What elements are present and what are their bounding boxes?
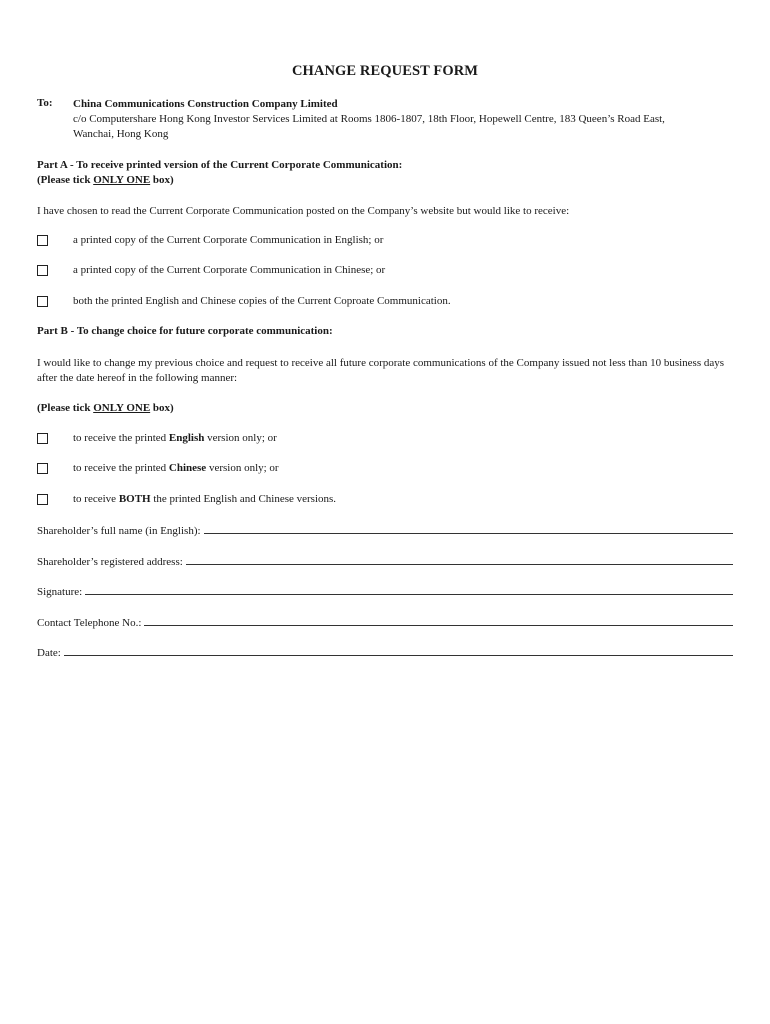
date-field[interactable] [37,643,733,659]
form-title: CHANGE REQUEST FORM [291,63,479,79]
write-in-line[interactable] [186,564,733,565]
recipient-block [73,97,665,142]
recipient-company: China Communications Construction Company Limited [73,98,338,110]
checkbox[interactable] [37,235,48,246]
part-b-tick-instruction [37,402,174,414]
checkbox[interactable] [37,296,48,307]
tick-prefix: (Please tick [37,402,94,414]
write-in-line[interactable] [204,533,733,534]
option-label: both the printed English and Chinese copies of the Current Coproate Communication. [73,295,451,307]
option-emphasis: BOTH [118,493,151,505]
option-text: the printed English and Chinese versions. [150,493,337,505]
option-label: a printed copy of the Current Corporate Communication in Chinese; or [73,264,386,276]
to-label: To: [37,97,53,109]
part-b-intro: I would like to change my previous choice and request to receive all future corporate communications of the Company issued not less than 10 business days after the date hereof in the following manner: [37,357,725,384]
option-label [73,493,336,505]
shareholder-address-field[interactable] [37,552,733,568]
field-label: Shareholder’s registered address: [37,556,183,568]
part-a-tick-instruction [37,173,402,188]
write-in-line[interactable] [85,594,733,595]
signature-field[interactable] [37,582,733,598]
shareholder-name-field[interactable] [37,521,733,537]
checkbox[interactable] [37,433,48,444]
option-label [73,432,277,444]
option-text: to receive the printed [73,462,169,474]
recipient-address-line1: c/o Computershare Hong Kong Investor Services Limited at Rooms 1806-1807, 18th Floor, Hopewell Centre, 183 Queen’s Road East, [73,113,665,125]
option-text: version only; or [204,432,277,444]
tick-suffix: box) [150,174,174,186]
option-label [73,462,279,474]
part-a-intro: I have chosen to read the Current Corporate Communication posted on the Company’s website but would like to receive: [37,205,570,217]
option-text: version only; or [206,462,279,474]
write-in-line[interactable] [144,625,733,626]
part-a-title: Part A - To receive printed version of the Current Corporate Communication: [37,159,403,171]
option-emphasis: English [168,432,205,444]
field-label: Shareholder’s full name (in English): [37,525,201,537]
tick-prefix: (Please tick [37,174,94,186]
recipient-address-line2: Wanchai, Hong Kong [73,128,169,140]
option-text: to receive [73,493,119,505]
tick-emphasis: ONLY ONE [93,402,151,414]
part-a-heading [37,158,402,188]
option-text: to receive the printed [73,432,169,444]
field-label: Contact Telephone No.: [37,617,142,629]
option-emphasis: Chinese [168,462,207,474]
tick-emphasis: ONLY ONE [93,174,151,186]
checkbox[interactable] [37,265,48,276]
part-b-title: Part B - To change choice for future corporate communication: [37,325,333,337]
checkbox[interactable] [37,463,48,474]
field-label: Date: [37,647,61,659]
field-label: Signature: [37,586,83,598]
option-label: a printed copy of the Current Corporate Communication in English; or [73,234,384,246]
telephone-field[interactable] [37,613,733,629]
tick-suffix: box) [150,402,174,414]
checkbox[interactable] [37,494,48,505]
write-in-line[interactable] [64,655,733,656]
